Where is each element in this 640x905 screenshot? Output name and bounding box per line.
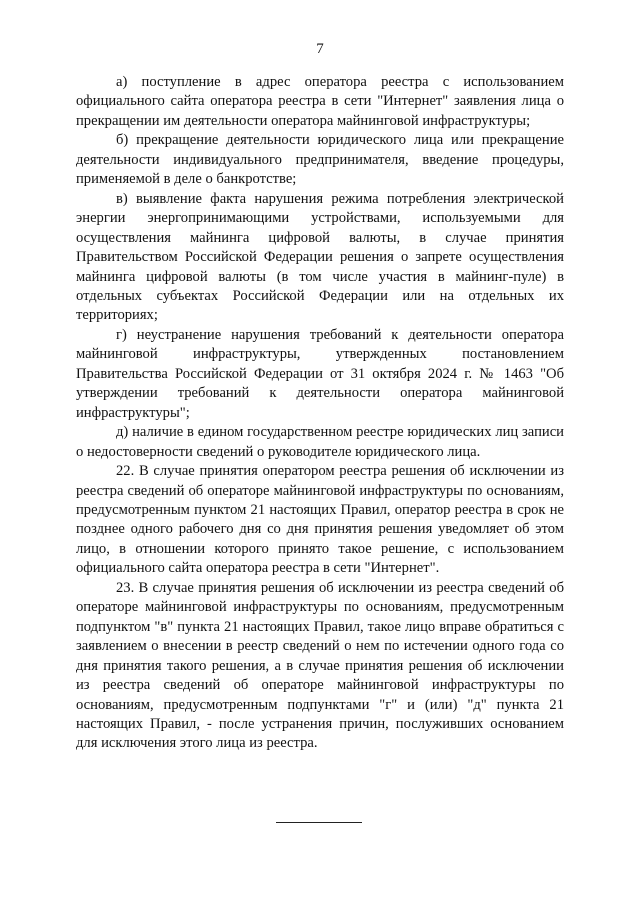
- subitem-d: д) наличие в едином государственном реестре юридических лиц записи о недостоверности сведений о руководителе юридического лица.: [76, 424, 564, 460]
- clause-22: 22. В случае принятия оператором реестра решения об исключении из реестра сведений об операторе майнинговой инфраструктуры по основаниям, предусмотренным пунктом 21 настоящих Правил, оператор реестра в срок не позднее одного рабочего дня со дня принятия решения уведомляет об этом лицо, в отношении которого принято такое решение, с использованием официального сайта оператора реестра в сети "Интернет".: [76, 463, 564, 577]
- subitem-a: а) поступление в адрес оператора реестра с использованием официального сайта оператора реестра в сети "Интернет" заявления лица о прекращении им деятельности оператора майнинговой инфраструктуры;: [76, 74, 564, 129]
- page-number: 7: [316, 41, 324, 57]
- end-divider: [276, 822, 362, 823]
- document-body: [76, 73, 564, 754]
- subitem-g: г) неустранение нарушения требований к деятельности оператора майнинговой инфраструктуры, утвержденных постановлением Правительства Российской Федерации от 31 октября 2024 г. № 1463 "Об утверждении требований к деятельности оператора майнинговой инфраструктуры";: [76, 326, 564, 421]
- clause-23: 23. В случае принятия решения об исключении из реестра сведений об операторе майнинговой инфраструктуры по основаниям, предусмотренным подпунктом "в" пункта 21 настоящих Правил, такое лицо вправе обратиться с заявлением о внесении в реестр сведений о нем по истечении одного года со дня принятия такого решения, а в случае принятия решения об исключении из реестра сведений об операторе майнинговой инфраструктуры по основаниям, предусмотренным подпунктами "г" и (или) "д" пункта 21 настоящих Правил, - после устранения причин, послуживших основанием для исключения этого лица из реестра.: [76, 579, 564, 752]
- subitem-v: в) выявление факта нарушения режима потребления электрической энергии энергопринимающими устройствами, используемыми для осуществления майнинга цифровой валюты, в случае принятия Правительством Российской Федерации решения о запрете осуществления майнинга цифровой валюты (в том числе участия в майнинг-пуле) в отдельных субъектах Российской Федерации или на отдельных их территориях;: [76, 190, 564, 324]
- subitem-b: б) прекращение деятельности юридического лица или прекращение деятельности индивидуального предпринимателя, введение процедуры, применяемой в деле о банкротстве;: [76, 132, 564, 188]
